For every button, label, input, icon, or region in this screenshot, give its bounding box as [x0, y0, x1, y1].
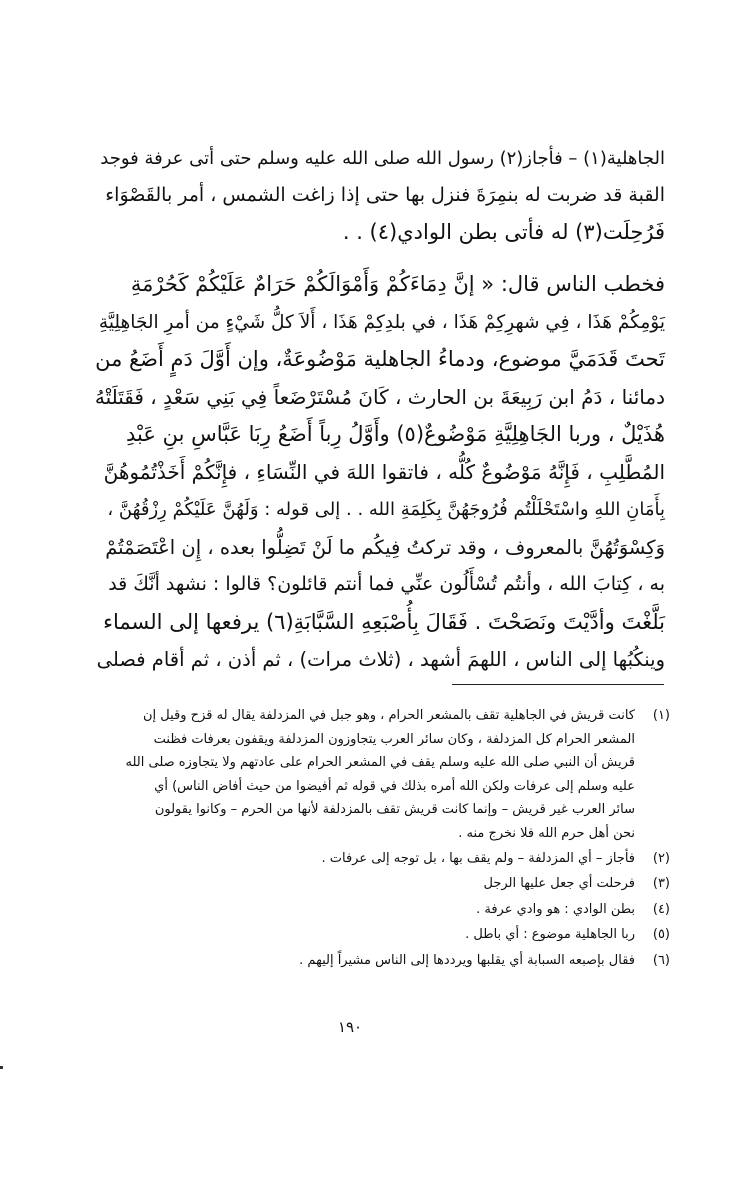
- text-line: فَرُحِلَت(٣) له فأتى بطن الوادي(٤) . .: [342, 220, 665, 244]
- footnote-number: (٢): [652, 850, 670, 866]
- text-line: وَكِسْوَتُهُنَّ بالمعروف ، وقد تركتُ فِيكُم ما لَنْ تَضِلُّوا بعده ، إِن اعْتَصَمْتُمْ: [105, 535, 665, 559]
- footnote-line: المشعر الحرام كل المزدلفة ، وكان سائر العرب يتجاوزون المزدلفة ويقفون بعرفات فظنت: [153, 731, 635, 747]
- footnote-number: (٦): [652, 952, 670, 968]
- text-line: القبة قد ضربت له بنمِرَةَ فنزل بها حتى إذا زاغت الشمس ، أمر بالقَصْوَاء: [105, 184, 665, 206]
- text-line: وينكُبُها إلى الناس ، اللهمَ أشهد ، (ثلاث مرات) ، ثم أذن ، ثم أقام فصلى: [96, 648, 665, 671]
- text-line: بِأَمَانِ اللهِ واسْتَحْلَلْتُم فُرُوجَهُنَّ بِكَلِمَةِ الله . . إلى قوله : وَلَهُنَّ عَلَيْكُمْ رِزْقُهُنَّ ،: [107, 499, 665, 520]
- footnote-5: [90, 922, 670, 948]
- footnote-number: (٤): [652, 901, 670, 917]
- edge-mark: [0, 1066, 3, 1069]
- text-line: المُطَّلِبِ ، فَإِنَّهُ مَوْضُوعٌ كُلُّه ، فاتقوا اللهَ في النِّسَاءِ ، فإِنَّكُمْ أَخَذْتُمُوهُنَّ: [103, 459, 665, 484]
- footnote-line: فرحلت أي جعل عليها الرجل: [483, 876, 635, 892]
- text-line: بَلَّغْتَ وأدَّيْتَ ونَصَحْتَ . فَقَالَ بِأُصْبَعِهِ السَّبَّابَةِ(٦) يرفعها إلى السماء: [103, 609, 665, 634]
- footnote-number: (٥): [652, 927, 670, 943]
- text-line: دمائنا ، دَمُ ابن رَبِيعَةَ بن الحارث ، كَانَ مُسْتَرْضَعاً فِي بَنِي سَعْدٍ ، فَقَتَلَتْهُ: [94, 384, 665, 409]
- footnote-line: نحن أهل حرم الله فلا نخرج منه .: [458, 825, 635, 841]
- footnote-1: [90, 704, 670, 846]
- footnote-line: بطن الوادي : هو وادي عرفة .: [476, 901, 635, 917]
- footnote-line: سائر العرب غير قريش – وإنما كانت قريش تقف بالمزدلفة لأنها من الحرم – وكانوا يقولون: [154, 802, 635, 818]
- footnote-2: [90, 846, 670, 872]
- footnote-3: [90, 871, 670, 897]
- text-line: هُذَيْلٌ ، وربا الجَاهِلِيَّةِ مَوْضُوعٌ(٥) وأَوَّلُ رِباً أَضَعُ رِبَا عَبَّاسِ بنِ عَبْدِ: [126, 422, 665, 446]
- footnote-line: عليه وسلم إلى عرفات ولكن الله أمره بذلك في قوله ثم أفيضوا من حيث أفاض الناس) أي: [154, 778, 635, 794]
- footnote-separator: [452, 684, 664, 685]
- text-line: فخطب الناس قال: « إنَّ دِمَاءَكُمْ وَأَمْوَالَكُمْ حَرَامٌ عَلَيْكُمْ كَحُرْمَةِ: [130, 272, 665, 296]
- footnote-line: ربا الجاهلية موضوع : أي باطل .: [465, 927, 635, 943]
- footnote-line: كانت قريش في الجاهلية تقف بالمشعر الحرام ، وهو جبل في المزدلفة يقال له قزح وقيل إن: [143, 708, 635, 723]
- text-line: يَوْمِكُمْ هَذَا ، فِي شهرِكِمْ هَذَا ، في بلدِكِمْ هَذَا ، أَلاَ كلُّ شَيْءٍ من أمرِ الجَاهِلِيَّةِ: [98, 311, 665, 333]
- text-line: به ، كِتابَ الله ، وأنتُم تُسْأَلُون عنِّي فما أنتم قائلون؟ قالوا : نشهد أنَّكَ قد: [108, 573, 665, 595]
- paragraph-1: [95, 140, 665, 251]
- page-number: ١٩٠: [337, 1018, 363, 1036]
- footnote-number: (٣): [652, 876, 670, 892]
- footnote-4: [90, 897, 670, 923]
- text-line: الجاهلية(١) – فأجاز(٢) رسول الله صلى الله عليه وسلم حتى أتى عرفة فوجد: [100, 148, 665, 169]
- footnote-6: [90, 948, 670, 974]
- text-line: تَحتَ قَدَمَيَّ موضوع، ودماءُ الجاهلية مَوْضُوعَةٌ، وإن أَوَّلَ دَمٍ أَضَعُ من: [95, 347, 665, 371]
- footnotes: [90, 704, 670, 973]
- footnote-number: (١): [652, 708, 670, 723]
- paragraph-2: [95, 266, 665, 679]
- footnote-line: فقال بإصبعه السبابة أي يقلبها ويرددها إلى الناس مشيراً إليهم .: [299, 952, 635, 968]
- footnote-line: قريش أن النبي صلى الله عليه وسلم يقف في المشعر الحرام على عادتهم ولا يتجاوزه صلى الله: [125, 755, 635, 771]
- footnote-line: فأجاز – أي المزدلفة – ولم يقف بها ، بل توجه إلى عرفات .: [321, 850, 635, 866]
